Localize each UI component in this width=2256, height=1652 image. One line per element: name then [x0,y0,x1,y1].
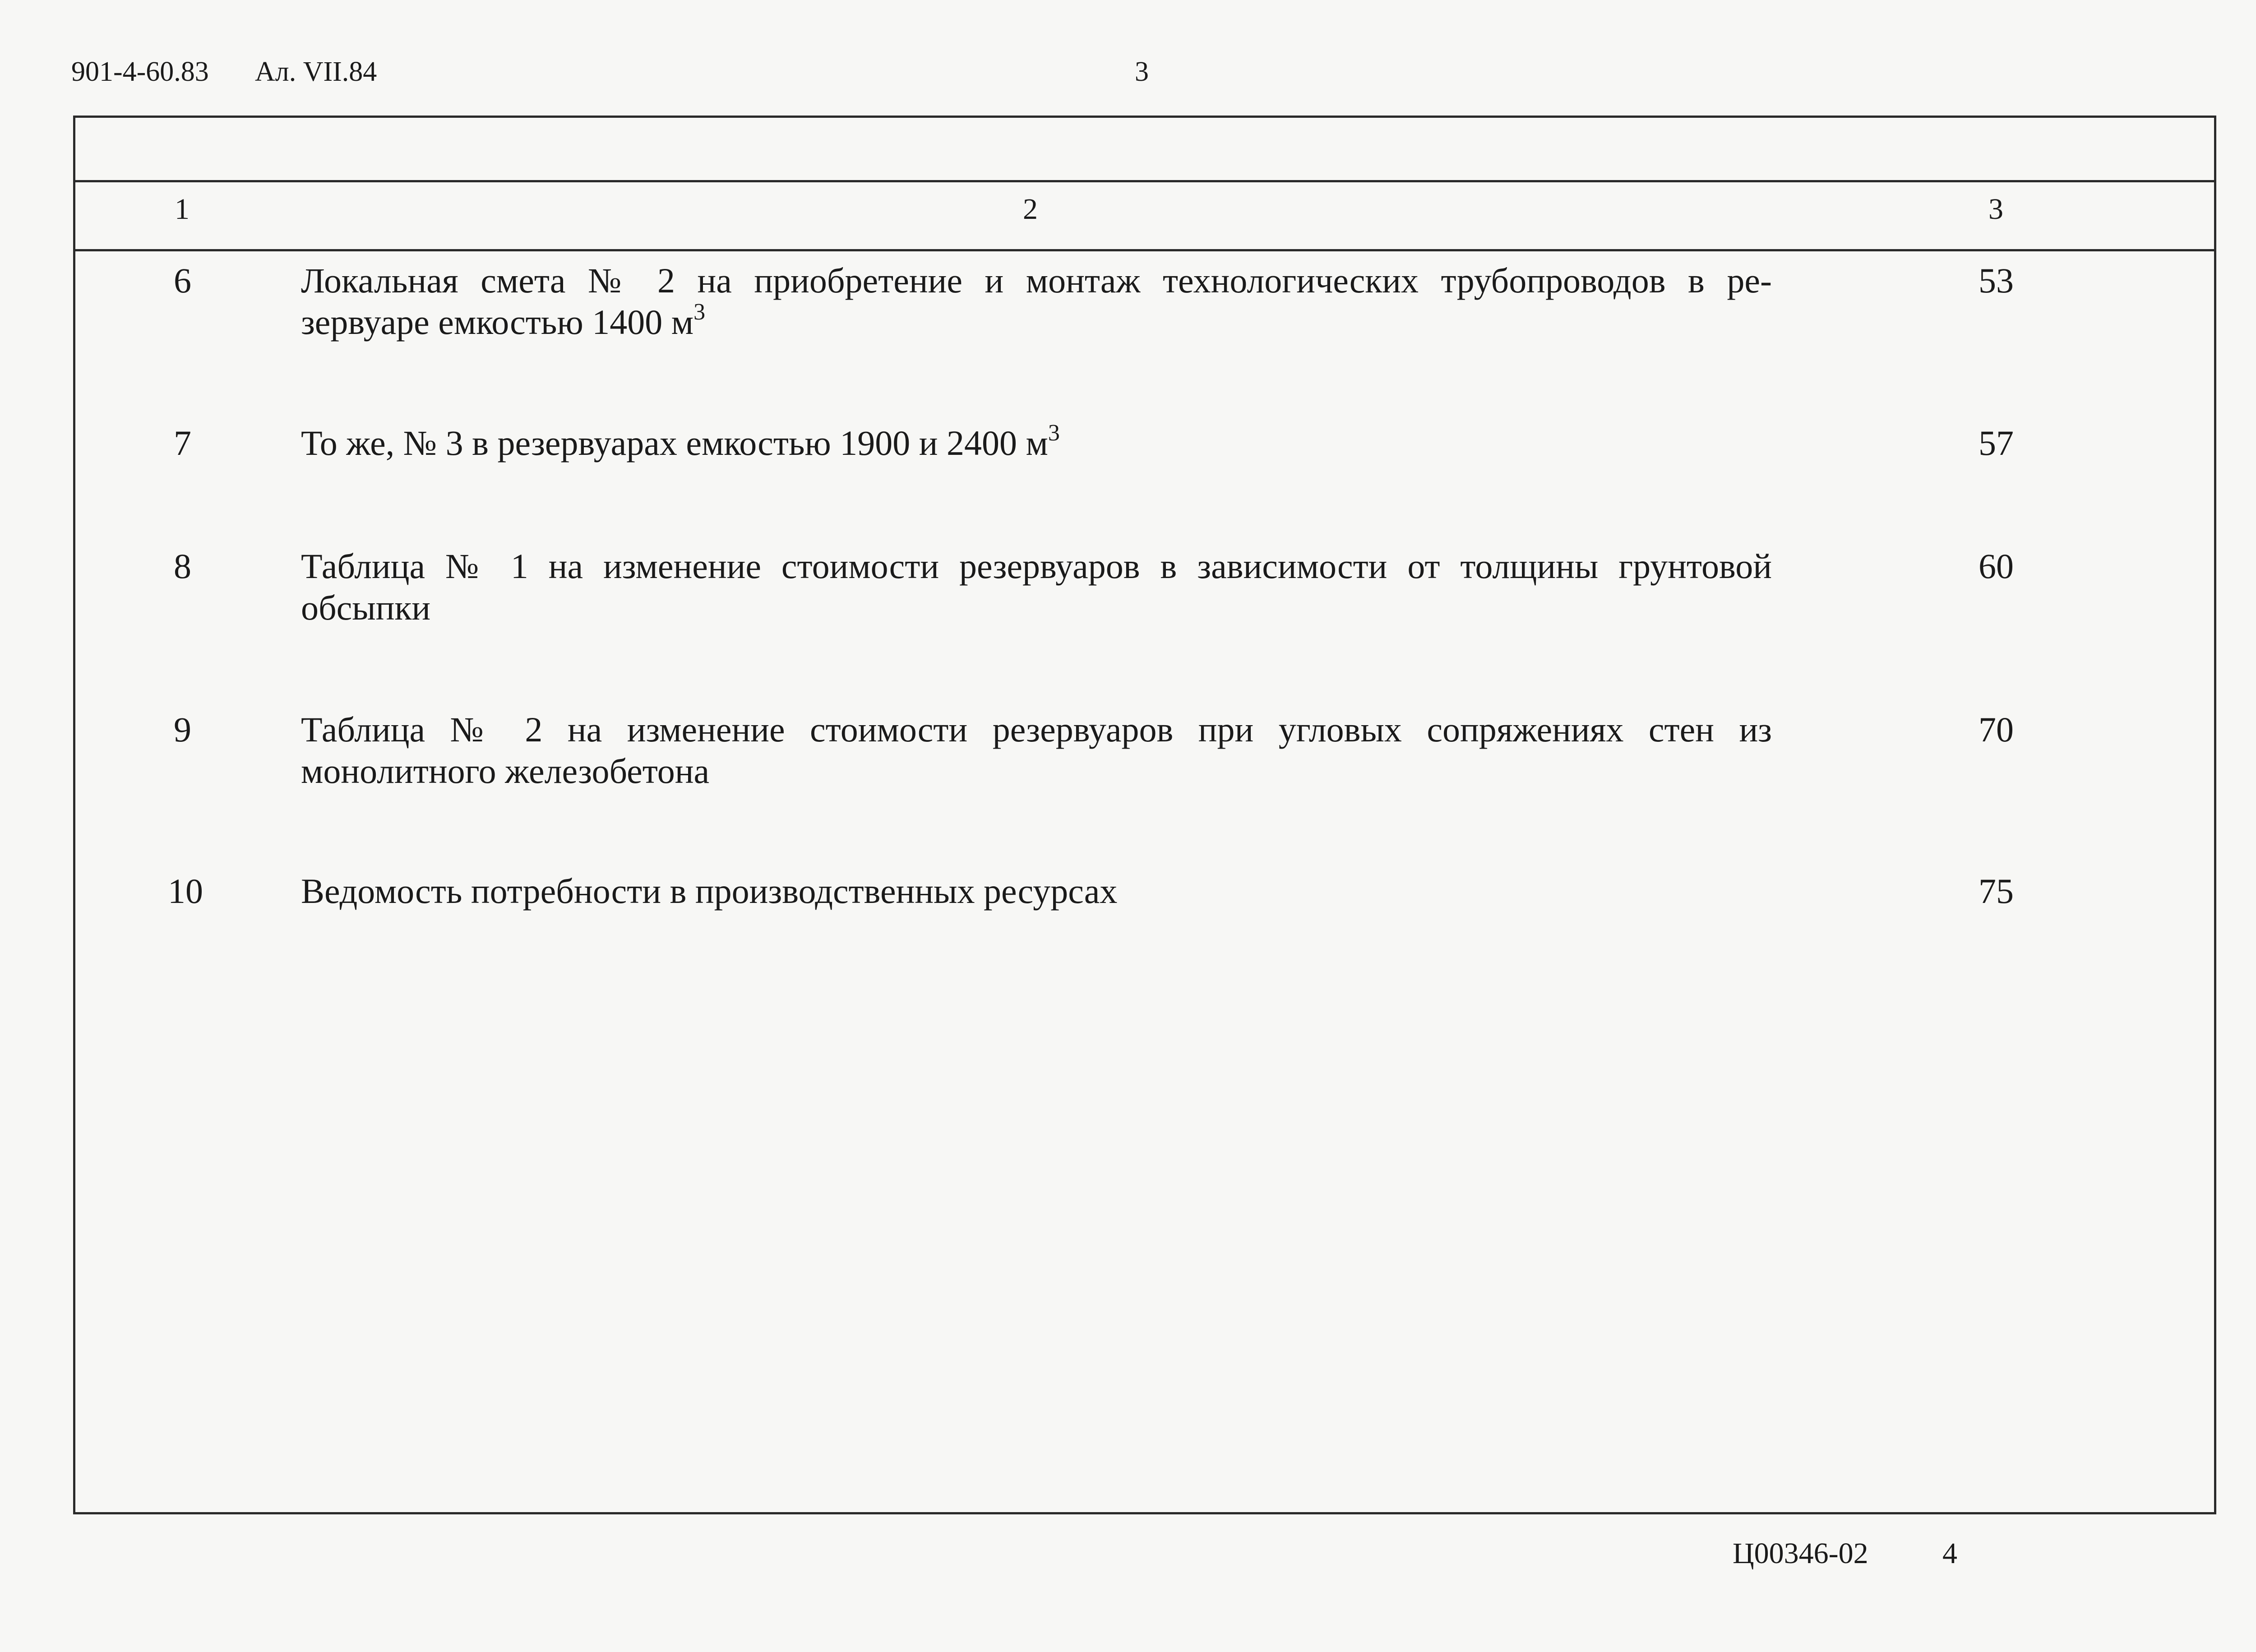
header-rule-bottom [75,249,2214,251]
row-number: 6 [174,261,191,300]
superscript: 3 [693,299,706,325]
row-number: 8 [174,546,191,586]
header-rule-top [75,180,2214,182]
row-title-text: То же, № 3 в резервуарах емкостью 1900 и 2400 м [301,423,1048,463]
row-title-line: Таблица № 1 на изменение стоимости резервуаров в зависимости от толщины грунтовой [301,546,1772,586]
row-number: 9 [174,710,191,749]
column-number-3: 3 [1988,193,2003,226]
row-title [301,709,1772,792]
footer-sheet-number: 4 [1942,1537,1957,1570]
row-title-line: Ведомость потребности в производственных ресурсах [301,871,1118,911]
row-number: 7 [174,423,191,463]
row-page-number: 60 [1979,546,2014,586]
row-title-line [301,422,1772,464]
superscript: 3 [1048,420,1060,446]
row-title [301,260,1772,343]
contents-table-frame [73,116,2216,1514]
column-number-1: 1 [175,193,190,226]
row-title-line [301,301,1772,343]
album-number: Ал. VII.84 [255,56,377,87]
row-page-number: 75 [1979,871,2014,911]
page-number: 3 [1135,56,1149,87]
row-page-number: 57 [1979,423,2014,463]
row-title-text: зервуаре емкостью 1400 м [301,302,694,342]
row-title [301,546,1772,629]
row-page-number: 70 [1979,710,2014,749]
row-title [301,870,1772,912]
footer-document-code: Ц00346-02 [1733,1537,1868,1570]
row-title-line: Таблица № 2 на изменение стоимости резервуаров при угловых сопряжениях стен из [301,710,1772,749]
row-title-line: Локальная смета № 2 на приобретение и монтаж технологических трубопроводов в ре- [301,261,1772,300]
document-code: 901-4-60.83 [71,56,209,87]
row-title-line: монолитного железобетона [301,751,710,791]
row-title-line: обсыпки [301,588,431,627]
row-page-number: 53 [1979,261,2014,300]
column-number-2: 2 [1023,193,1038,226]
row-number: 10 [168,871,203,911]
row-title [301,422,1772,464]
